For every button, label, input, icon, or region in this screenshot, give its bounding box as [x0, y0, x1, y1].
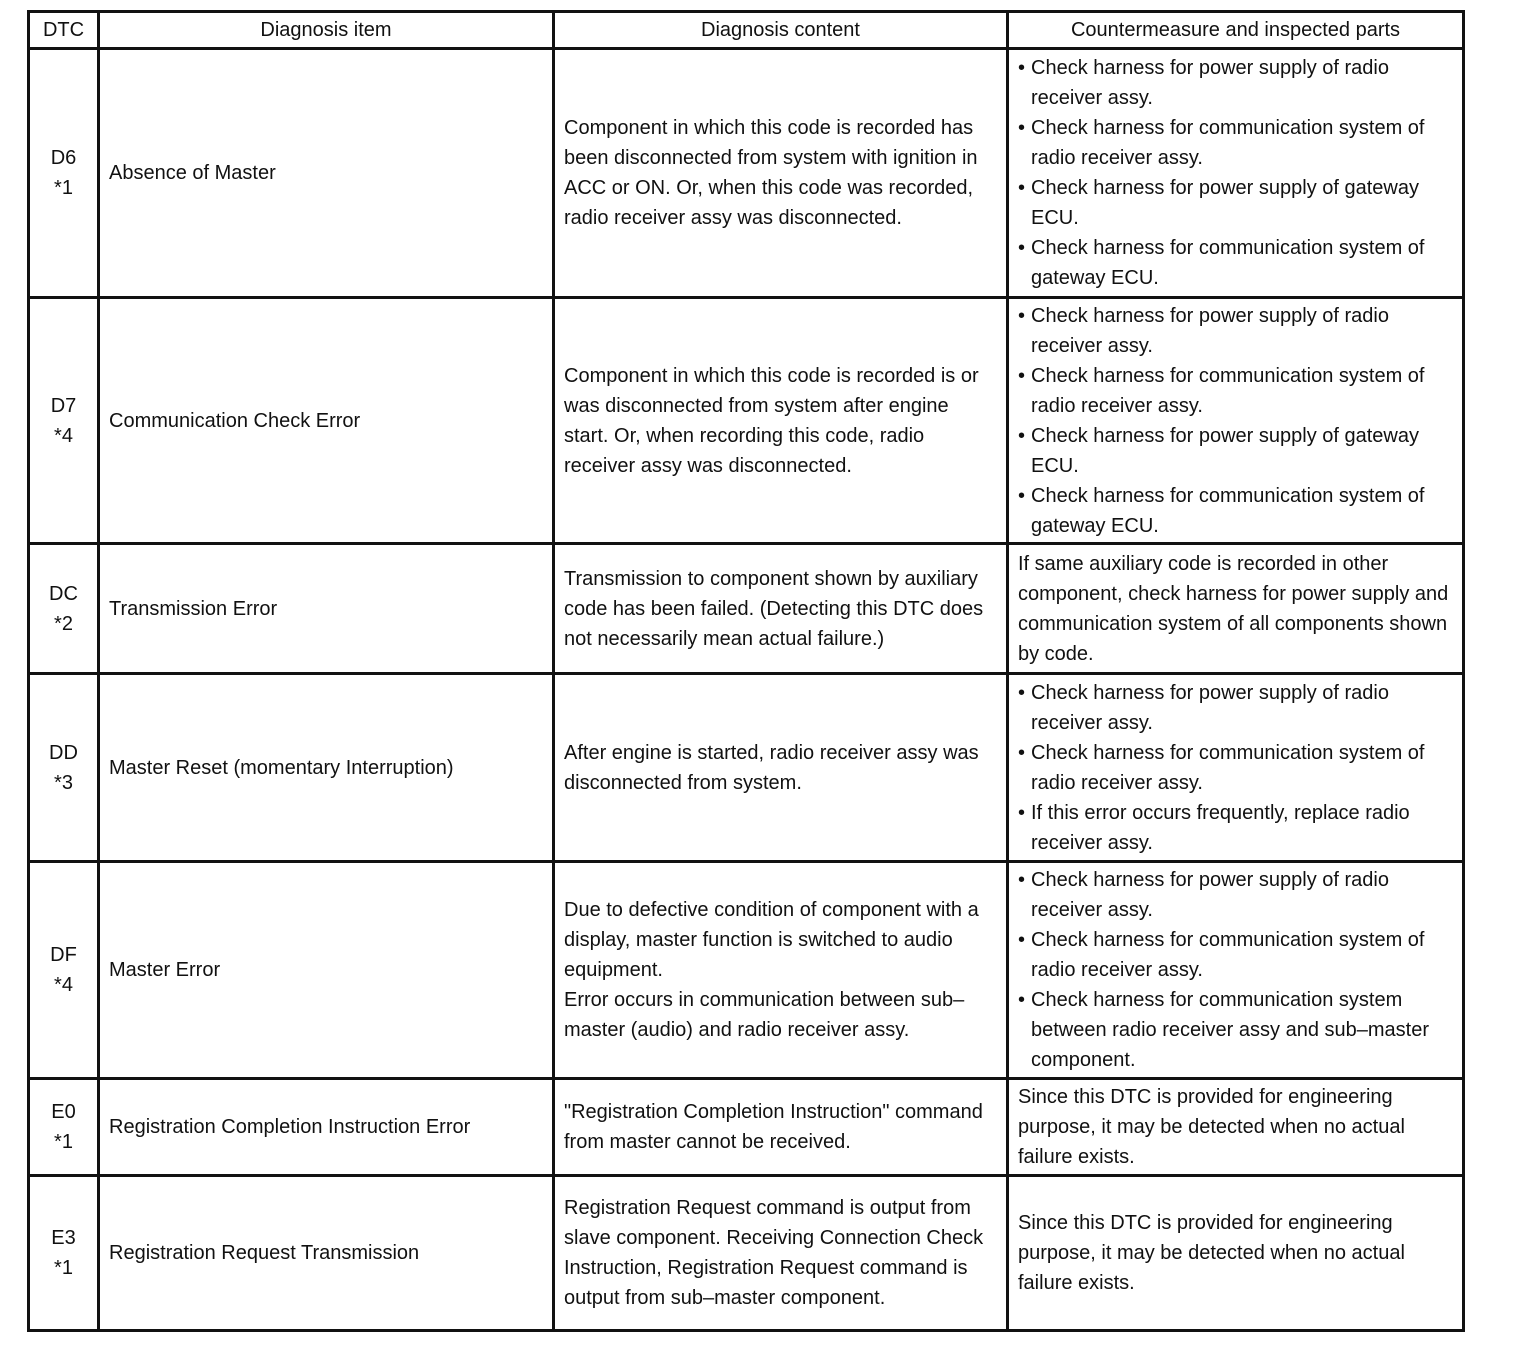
- dtc-note: *2: [54, 612, 73, 635]
- countermeasure-item: • Check harness for communication system of radio receiver assy.: [1018, 361, 1453, 421]
- header-dtc: DTC: [29, 12, 99, 49]
- dtc-code: E3: [51, 1227, 76, 1249]
- countermeasure-cell: [1008, 1176, 1464, 1331]
- table-row: [29, 544, 1464, 674]
- countermeasure-cell: [1008, 1079, 1464, 1176]
- table-row: [29, 1079, 1464, 1176]
- countermeasure-cell: [1008, 544, 1464, 674]
- dtc-code: DF: [50, 944, 77, 966]
- countermeasure-item: • Check harness for power supply of radio receiver assy.: [1018, 301, 1453, 361]
- diagnosis-item-cell: Registration Request Transmission: [99, 1176, 554, 1331]
- table-row: [29, 1176, 1464, 1331]
- countermeasure-item: • Check harness for communication system of gateway ECU.: [1018, 481, 1453, 541]
- dtc-cell: [29, 674, 99, 862]
- diagnosis-content-text: After engine is started, radio receiver assy was disconnected from system.: [564, 741, 979, 794]
- table-body: [29, 49, 1464, 1331]
- dtc-code: E0: [51, 1101, 76, 1123]
- countermeasure-text: Since this DTC is provided for engineering purpose, it may be detected when no actual failure exists.: [1018, 1086, 1405, 1168]
- dtc-code: D6: [50, 147, 77, 169]
- dtc-code: D7: [50, 394, 77, 417]
- countermeasure-item: • Check harness for power supply of radio receiver assy.: [1018, 53, 1453, 113]
- countermeasure-item: • Check harness for communication system of radio receiver assy.: [1018, 113, 1453, 173]
- countermeasure-cell: [1008, 298, 1464, 544]
- countermeasure-list: [1018, 53, 1453, 293]
- diagnosis-content-cell: [554, 862, 1008, 1079]
- dtc-cell: [29, 544, 99, 674]
- diagnosis-item-cell: Master Reset (momentary Interruption): [99, 674, 554, 862]
- countermeasure-item: • Check harness for communication system of radio receiver assy.: [1018, 925, 1453, 985]
- diagnosis-content-text: Component in which this code is recorded has been disconnected from system with ignition in ACC or ON. Or, when this code was recorded, radio receiver assy was disconnected.: [564, 117, 978, 229]
- diagnosis-content-text: Error occurs in communication between sub–master (audio) and radio receiver assy.: [564, 989, 965, 1041]
- countermeasure-item: • Check harness for power supply of gateway ECU.: [1018, 421, 1453, 481]
- diagnosis-content-cell: [554, 298, 1008, 544]
- countermeasure-text: If same auxiliary code is recorded in other component, check harness for power supply and communication system of all components shown by code.: [1018, 552, 1449, 665]
- header-diagnosis-item: Diagnosis item: [99, 12, 554, 49]
- countermeasure-cell: [1008, 862, 1464, 1079]
- countermeasure-item: • If this error occurs frequently, replace radio receiver assy.: [1018, 798, 1453, 858]
- countermeasure-item: • Check harness for power supply of gateway ECU.: [1018, 173, 1453, 233]
- table-row: [29, 674, 1464, 862]
- countermeasure-list: [1018, 678, 1453, 858]
- countermeasure-list: [1018, 301, 1453, 541]
- diagnosis-content-text: Transmission to component shown by auxiliary code has been failed. (Detecting this DTC does not necessarily mean actual failure.): [564, 567, 984, 650]
- dtc-code: DD: [49, 741, 78, 764]
- countermeasure-item: • Check harness for communication system between radio receiver assy and sub–master component.: [1018, 985, 1453, 1075]
- dtc-cell: [29, 1176, 99, 1331]
- diagnosis-content-text: Component in which this code is recorded is or was disconnected from system after engine start. Or, when recording this code, radio receiver assy was disconnected.: [564, 364, 979, 477]
- countermeasure-text: Since this DTC is provided for engineering purpose, it may be detected when no actual failure exists.: [1018, 1212, 1405, 1294]
- dtc-note: *1: [54, 1131, 73, 1153]
- header-countermeasure: Countermeasure and inspected parts: [1008, 12, 1464, 49]
- diagnosis-item-cell: Communication Check Error: [99, 298, 554, 544]
- table-row: [29, 49, 1464, 298]
- diagnosis-content-cell: [554, 1176, 1008, 1331]
- header-diagnosis-content: Diagnosis content: [554, 12, 1008, 49]
- dtc-cell: [29, 862, 99, 1079]
- diagnosis-item-cell: Master Error: [99, 862, 554, 1079]
- diagnosis-content-cell: [554, 49, 1008, 298]
- dtc-code: DC: [49, 582, 78, 605]
- dtc-note: *4: [54, 974, 73, 996]
- diagnosis-content-text: Registration Request command is output from slave component. Receiving Connection Check Instruction, Registration Request command is output from sub–master component.: [564, 1197, 984, 1309]
- diagnosis-content-cell: [554, 674, 1008, 862]
- dtc-note: *4: [54, 424, 73, 447]
- dtc-cell: [29, 298, 99, 544]
- countermeasure-item: • Check harness for power supply of radio receiver assy.: [1018, 678, 1453, 738]
- diagnosis-content-cell: [554, 544, 1008, 674]
- dtc-cell: [29, 49, 99, 298]
- dtc-table: [27, 10, 1465, 1332]
- diagnosis-content-text: Due to defective condition of component with a display, master function is switched to audio equipment.: [564, 899, 979, 981]
- countermeasure-item: • Check harness for power supply of radio receiver assy.: [1018, 865, 1453, 925]
- table-row: [29, 862, 1464, 1079]
- diagnosis-content-text: "Registration Completion Instruction" command from master cannot be received.: [564, 1101, 983, 1153]
- countermeasure-cell: [1008, 49, 1464, 298]
- diagnosis-content-cell: [554, 1079, 1008, 1176]
- countermeasure-list: [1018, 865, 1453, 1075]
- diagnosis-item-cell: Transmission Error: [99, 544, 554, 674]
- countermeasure-item: • Check harness for communication system of radio receiver assy.: [1018, 738, 1453, 798]
- dtc-note: *3: [54, 771, 73, 794]
- dtc-note: *1: [54, 177, 73, 199]
- diagnosis-item-cell: Registration Completion Instruction Error: [99, 1079, 554, 1176]
- dtc-note: *1: [54, 1257, 73, 1279]
- countermeasure-item: • Check harness for communication system of gateway ECU.: [1018, 233, 1453, 293]
- dtc-cell: [29, 1079, 99, 1176]
- table-row: [29, 298, 1464, 544]
- header-row: [29, 12, 1464, 49]
- countermeasure-cell: [1008, 674, 1464, 862]
- diagnosis-item-cell: Absence of Master: [99, 49, 554, 298]
